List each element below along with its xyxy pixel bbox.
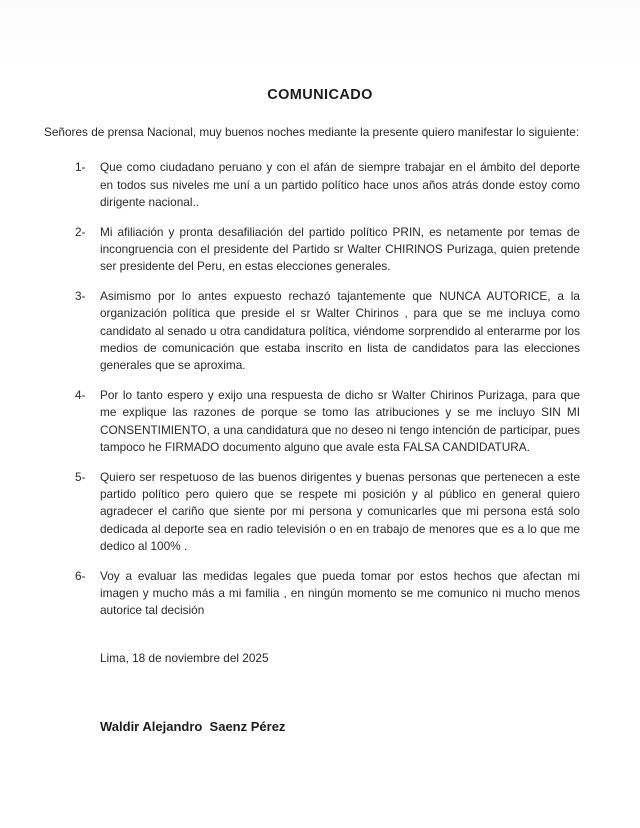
signature-name: Waldir Alejandro Saenz Pérez	[100, 719, 286, 735]
document-title: COMUNICADO	[267, 87, 373, 103]
list-item-1	[75, 159, 580, 211]
list-item-3	[75, 288, 580, 375]
item-number: 5-	[75, 469, 86, 484]
item-number: 2-	[75, 224, 86, 239]
date-line: Lima, 18 de noviembre del 2025	[100, 650, 269, 665]
item-number: 4-	[75, 387, 86, 402]
item-number: 1-	[75, 160, 86, 175]
item-text: Asimismo por lo antes expuesto rechazó tajantemente que NUNCA AUTORICE, a la organización política que preside el sr Walter Chirinos , para que se me incluya como candidato al senado u otra candidatura política, viéndome sorprendido al enterarme por los medios de comunicación que estaba inscrito en lista de candidatos para las elecciones generales que se aproxima.	[100, 288, 580, 373]
item-text: Voy a evaluar las medidas legales que pueda tomar por estos hechos que afectan mi imagen y mucho más a mi familia , en ningún momento se me comunico ni mucho menos autorice tal decisión	[100, 568, 580, 618]
numbered-list	[75, 159, 580, 619]
list-item-6	[75, 568, 580, 620]
item-number: 3-	[75, 288, 86, 303]
list-item-5	[75, 469, 580, 556]
item-text: Por lo tanto espero y exijo una respuesta de dicho sr Walter Chirinos Purizaga, para que me explique las razones de porque se tomo las atribuciones y se me incluyo SIN MI CONSENTIMIENTO, a una candidatura que no deseo ni tengo intención de participar, pues tampoco he FIRMADO documento alguno que avale esta FALSA CANDIDATURA.	[100, 387, 580, 455]
intro-paragraph: Señores de prensa Nacional, muy buenos noches mediante la presente quiero manifestar lo siguiente:	[44, 125, 580, 139]
item-number: 6-	[75, 568, 86, 583]
list-item-4	[75, 387, 580, 457]
item-text: Mi afiliación y pronta desafiliación del partido político PRIN, es netamente por temas de incongruencia con el presidente del Partido sr Walter CHIRINOS Purizaga, quien pretende ser presidente del Peru, en estas elecciones generales.	[100, 224, 580, 274]
item-text: Quiero ser respetuoso de las buenos dirigentes y buenas personas que pertenecen a este partido político pero quiero que se respete mi posición y al público en general quiero agradecer el cariño que siente por mi persona y comunicarles que mi persona está solo dedicada al deporte sea en radio televisión o en en trabajo de menores que es a lo que me dedico al 100% .	[100, 469, 580, 554]
item-text: Que como ciudadano peruano y con el afán de siempre trabajar en el ámbito del deporte en todos sus niveles me uní a un partido político hace unos años atrás donde estoy como dirigente nacional..	[100, 160, 580, 210]
list-item-2	[75, 224, 580, 276]
